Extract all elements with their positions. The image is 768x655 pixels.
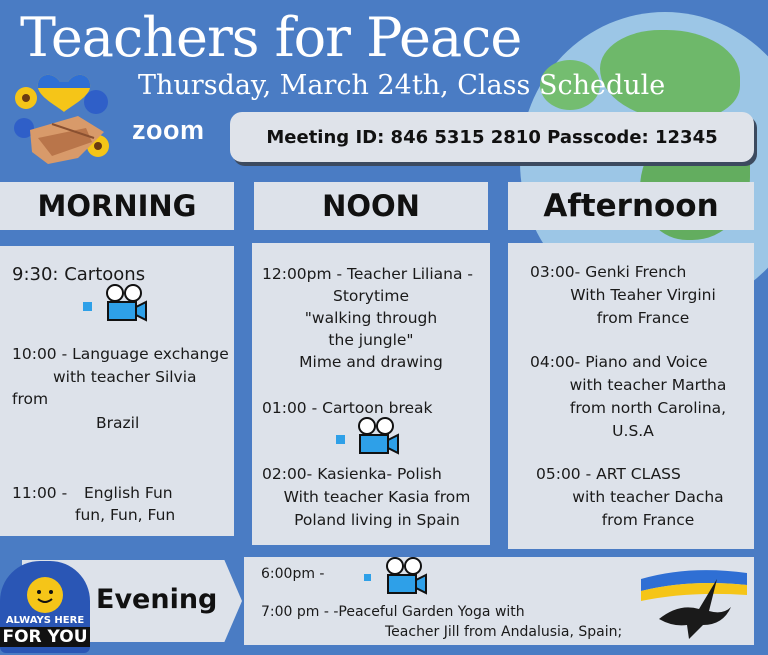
schedule-line: U.S.A (612, 422, 654, 440)
noon-panel (252, 243, 490, 545)
schedule-line: 6:00pm - (261, 566, 325, 582)
schedule-line: with teacher Dacha (572, 488, 724, 506)
schedule-line: 02:00- Kasienka- Polish (262, 465, 442, 483)
schedule-line: 04:00- Piano and Voice (530, 353, 708, 371)
afternoon-heading: Afternoon (508, 182, 754, 230)
schedule-line: from France (596, 309, 690, 327)
schedule-line: with teacher Silvia (53, 368, 197, 386)
schedule-line: Brazil (96, 414, 140, 432)
schedule-line: 01:00 - Cartoon break (262, 399, 433, 417)
always-here-badge (0, 561, 90, 653)
schedule-line: 7:00 pm - -Peaceful Garden Yoga with (261, 604, 525, 620)
movie-camera-icon (384, 557, 428, 597)
badge-text: ALWAYS HERE (5, 615, 85, 626)
movie-camera-icon (104, 284, 148, 324)
schedule-line: With Teaher Virgini (570, 286, 716, 304)
meeting-info: Meeting ID: 846 5315 2810 Passcode: 12345 (230, 112, 754, 162)
schedule-line: from (12, 390, 49, 408)
schedule-line: Teacher Jill from Andalusia, Spain; (385, 624, 623, 640)
schedule-line: the jungle" (328, 331, 414, 349)
schedule-line: fun, Fun, Fun (75, 506, 176, 524)
schedule-line: English Fun (84, 484, 173, 502)
page-title: Teachers for Peace (20, 6, 522, 69)
schedule-line: from north Carolina, (569, 399, 727, 417)
movie-camera-icon (356, 417, 400, 457)
morning-heading: MORNING (0, 182, 234, 230)
evening-heading: Evening (96, 584, 218, 615)
noon-heading: NOON (254, 182, 488, 230)
peace-dove-icon (639, 559, 749, 643)
schedule-line: Storytime (333, 287, 409, 305)
schedule-line: with teacher Martha (569, 376, 727, 394)
schedule-line: With teacher Kasia from (283, 488, 471, 506)
schedule-line: Mime and drawing (299, 353, 443, 371)
schedule-line: 12:00pm - Teacher Liliana - (262, 265, 473, 283)
schedule-line: "walking through (304, 309, 438, 327)
schedule-line: Poland living in Spain (294, 511, 460, 529)
schedule-line: 9:30: Cartoons (12, 264, 146, 285)
schedule-line: from France (601, 511, 695, 529)
camera-dot (364, 574, 371, 581)
schedule-line: 11:00 - (12, 484, 68, 502)
afternoon-panel (508, 243, 754, 549)
schedule-line: 10:00 - Language exchange (12, 345, 229, 363)
schedule-line: 05:00 - ART CLASS (536, 465, 681, 483)
hands-heart-logo (8, 68, 128, 178)
morning-panel (0, 246, 234, 536)
page-subtitle: Thursday, March 24th, Class Schedule (138, 70, 666, 101)
camera-dot (336, 435, 345, 444)
zoom-logo: zoom (132, 115, 205, 145)
badge-text: FOR YOU (0, 627, 90, 647)
camera-dot (83, 302, 92, 311)
schedule-line: 03:00- Genki French (530, 263, 687, 281)
evening-panel (244, 557, 754, 645)
